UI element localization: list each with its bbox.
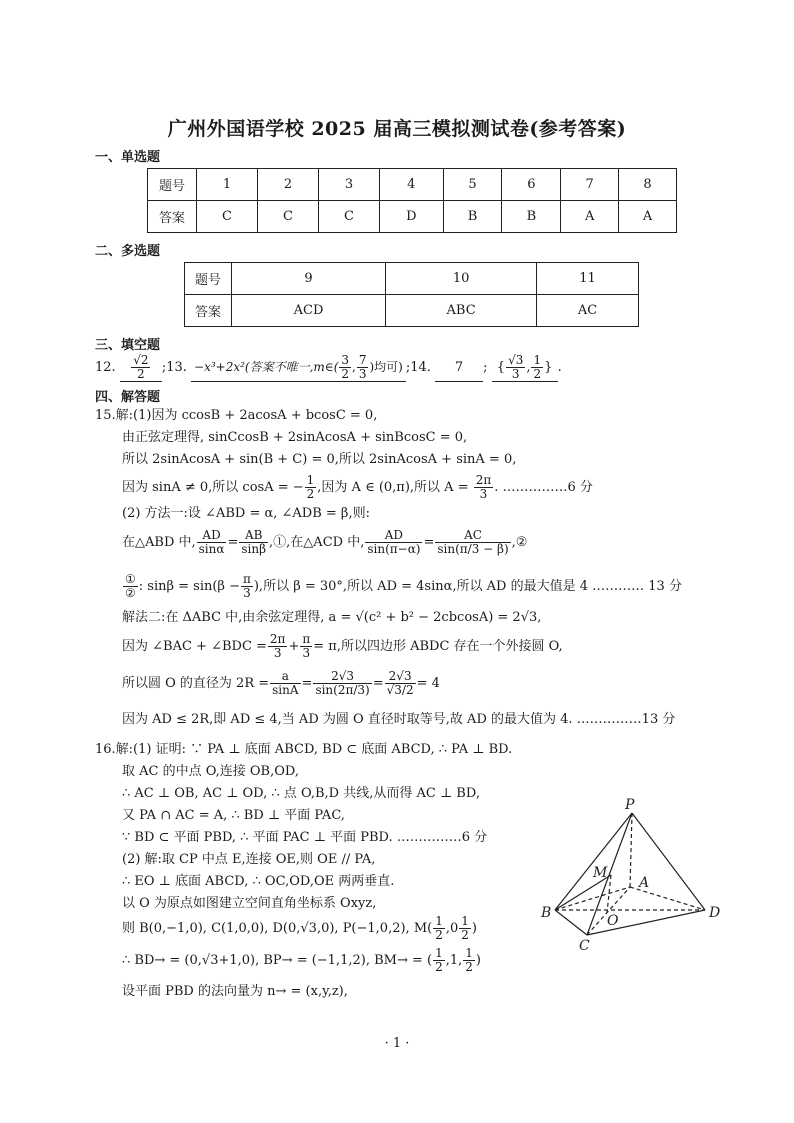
table-cell: B: [443, 201, 502, 233]
p16-line: 设平面 PBD 的法向量为 n→ = (x,y,z),: [122, 984, 348, 999]
pyramid-figure: [535, 795, 735, 955]
table-cell: 6: [502, 169, 561, 201]
label-B: B: [541, 905, 552, 921]
p16-line: ∴ EO ⊥ 底面 ABCD, ∴ OC,OD,OE 两两垂直.: [122, 874, 395, 889]
table-header-cell: 答案: [148, 201, 197, 233]
table-cell: 2: [257, 169, 318, 201]
p16-line: ∵ BD ⊂ 平面 PBD, ∴ 平面 PAC ⊥ 平面 PBD. ……………6 分: [122, 830, 488, 845]
p15-line: 所以 2sinAcosA + sin(B + C) = 0,所以 2sinAcosA + sinA = 0,: [122, 452, 517, 467]
p15-line: 因为 sinA ≠ 0,所以 cosA = − $\frac{1}{2}$ ,因为 A ∈ (0,π),所以 A = $\frac{2\pi}{3}$ . ……………6 分: [122, 473, 593, 501]
label-O: O: [607, 913, 619, 929]
table-cell: 5: [443, 169, 502, 201]
table-cell: B: [502, 201, 561, 233]
section-heading-single-choice: 一、单选题: [95, 150, 161, 165]
table-cell: 4: [379, 169, 443, 201]
p15-line: 因为 ∠BAC + ∠BDC = $\frac{2\pi}{3}$ + $\frac{\pi}{3}$ = π,所以四边形 ABDC 存在一个外接圆 O,: [122, 632, 563, 660]
table-cell: A: [561, 201, 619, 233]
p16-line: 以 O 为原点如图建立空间直角坐标系 Oxyz,: [122, 896, 377, 911]
p15-line: 在△ABD 中, $\frac{AD}{\sin\alpha}$ = $\frac{AB}{\sin\beta}$ ,①,在△ACD 中, $\frac{AD}{\sin(\pi-\alpha)}$ = $\frac{AC}{\sin(\pi/3 - \beta)}$ ,②: [122, 528, 528, 556]
p16-line: 又 PA ∩ AC = A, ∴ BD ⊥ 平面 PAC,: [122, 808, 345, 823]
p16-line: (2) 解:取 CP 中点 E,连接 OE,则 OE // PA,: [122, 852, 376, 867]
p16-line: 16.解:(1) 证明: ∵ PA ⊥ 底面 ABCD, BD ⊂ 底面 ABCD, ∴ PA ⊥ BD.: [95, 742, 513, 757]
p15-line: 因为 AD ≤ 2R,即 AD ≤ 4,当 AD 为圆 O 直径时取等号,故 AD 的最大值为 4. ……………13 分: [122, 712, 676, 727]
p15-line: 所以圆 O 的直径为 2R = $\frac{a}{\sin A}$ = $\frac{2√3}{\sin(2\pi/3)}$ = $\frac{2√3}{√3/2}$ = 4: [122, 669, 440, 697]
p15-line: 由正弦定理得, sinCcosB + 2sinAcosA + sinBcosC = 0,: [122, 430, 468, 445]
table-cell: C: [318, 201, 379, 233]
p15-line: 解法二:在 ΔABC 中,由余弦定理得, a = √(c² + b² − 2cbcosA) = 2√3,: [122, 610, 542, 625]
label-C: C: [579, 938, 590, 954]
table-header-cell: 题号: [148, 169, 197, 201]
table-cell: ACD: [232, 295, 386, 327]
q12-answer: $\frac{√2}{2}$: [120, 354, 162, 382]
p15-line: 15.解:(1)因为 ccosB + 2acosA + bcosC = 0,: [95, 408, 378, 423]
table-cell: 1: [197, 169, 258, 201]
p16-line: 则 B(0,−1,0), C(1,0,0), D(0,√3,0), P(−1,0,2), M( $\frac{1}{2}$ ,0 $\frac{1}{2}$ ): [122, 914, 477, 942]
q13-answer: −x³+2x²(答案不唯一,m∈( $\frac{3}{2}$ , $\frac{7}{3}$ )均可): [191, 354, 406, 382]
p15-line: $\frac{\text{①}}{\text{②}}$ : sinβ = sin(β − $\frac{\pi}{3}$ ),所以 β = 30°,所以 AD = 4sinα,所以 AD 的最大值是 4 ………… 13 分: [125, 572, 682, 600]
table-cell: C: [197, 201, 258, 233]
q14-sep: ;14.: [405, 360, 431, 375]
section-heading-multiple-choice: 二、多选题: [95, 244, 161, 259]
label-P: P: [625, 797, 635, 813]
table-cell: 10: [386, 263, 537, 295]
table-row: [185, 263, 639, 295]
table-cell: C: [257, 201, 318, 233]
section-heading-fill-blank: 三、填空题: [95, 338, 161, 353]
edge-BA: [555, 887, 630, 910]
label-D: D: [709, 905, 721, 921]
table-cell: A: [619, 201, 677, 233]
q15-answer: { $\frac{√3}{3}$ , $\frac{1}{2}$ }: [492, 354, 558, 382]
table-cell: 7: [561, 169, 619, 201]
p16-line: 取 AC 的中点 O,连接 OB,OD,: [122, 764, 299, 779]
table-header-cell: 题号: [185, 263, 232, 295]
q15-sep: ;: [483, 360, 488, 375]
table-row: [148, 169, 677, 201]
page-title: 广州外国语学校 2025 届高三模拟测试卷(参考答案): [167, 118, 627, 140]
single-choice-answer-table: [147, 168, 677, 233]
table-cell: D: [379, 201, 443, 233]
q13-sep: ;13.: [161, 360, 187, 375]
p15-line: (2) 方法一:设 ∠ABD = α, ∠ADB = β,则:: [122, 506, 370, 521]
edge-PA: [630, 813, 632, 887]
p16-line: ∴ BD→ = (0,√3+1,0), BP→ = (−1,1,2), BM→ = ( $\frac{1}{2}$ ,1, $\frac{1}{2}$ ): [122, 946, 481, 974]
edge-CD: [587, 910, 705, 935]
table-row: [185, 295, 639, 327]
table-row: [148, 201, 677, 233]
edge-BC: [555, 910, 587, 935]
p16-line: ∴ AC ⊥ OB, AC ⊥ OD, ∴ 点 O,B,D 共线,从而得 AC ⊥ BD,: [122, 786, 480, 801]
table-header-cell: 答案: [185, 295, 232, 327]
section-heading-solutions: 四、解答题: [95, 390, 161, 405]
table-cell: 11: [537, 263, 639, 295]
multiple-choice-answer-table: [184, 262, 639, 327]
table-cell: ABC: [386, 295, 537, 327]
page-number: · 1 ·: [384, 1036, 410, 1051]
label-A: A: [639, 875, 650, 891]
table-cell: 9: [232, 263, 386, 295]
edge-PB: [555, 813, 632, 910]
table-cell: 3: [318, 169, 379, 201]
fill-blank-answers: 12. $\frac{√2}{2}$ ;13. −x³+2x²(答案不唯一,m∈( $\frac{3}{2}$ , $\frac{7}{3}$ )均可) ;14. 7 ; { $\frac{√3}{3}$ , $\frac{1}{2}$ } .: [95, 353, 562, 381]
table-cell: 8: [619, 169, 677, 201]
table-cell: AC: [537, 295, 639, 327]
q14-answer: 7: [435, 355, 483, 382]
edge-PD: [632, 813, 705, 910]
q12-number: 12.: [95, 360, 116, 375]
label-M: M: [593, 865, 608, 881]
